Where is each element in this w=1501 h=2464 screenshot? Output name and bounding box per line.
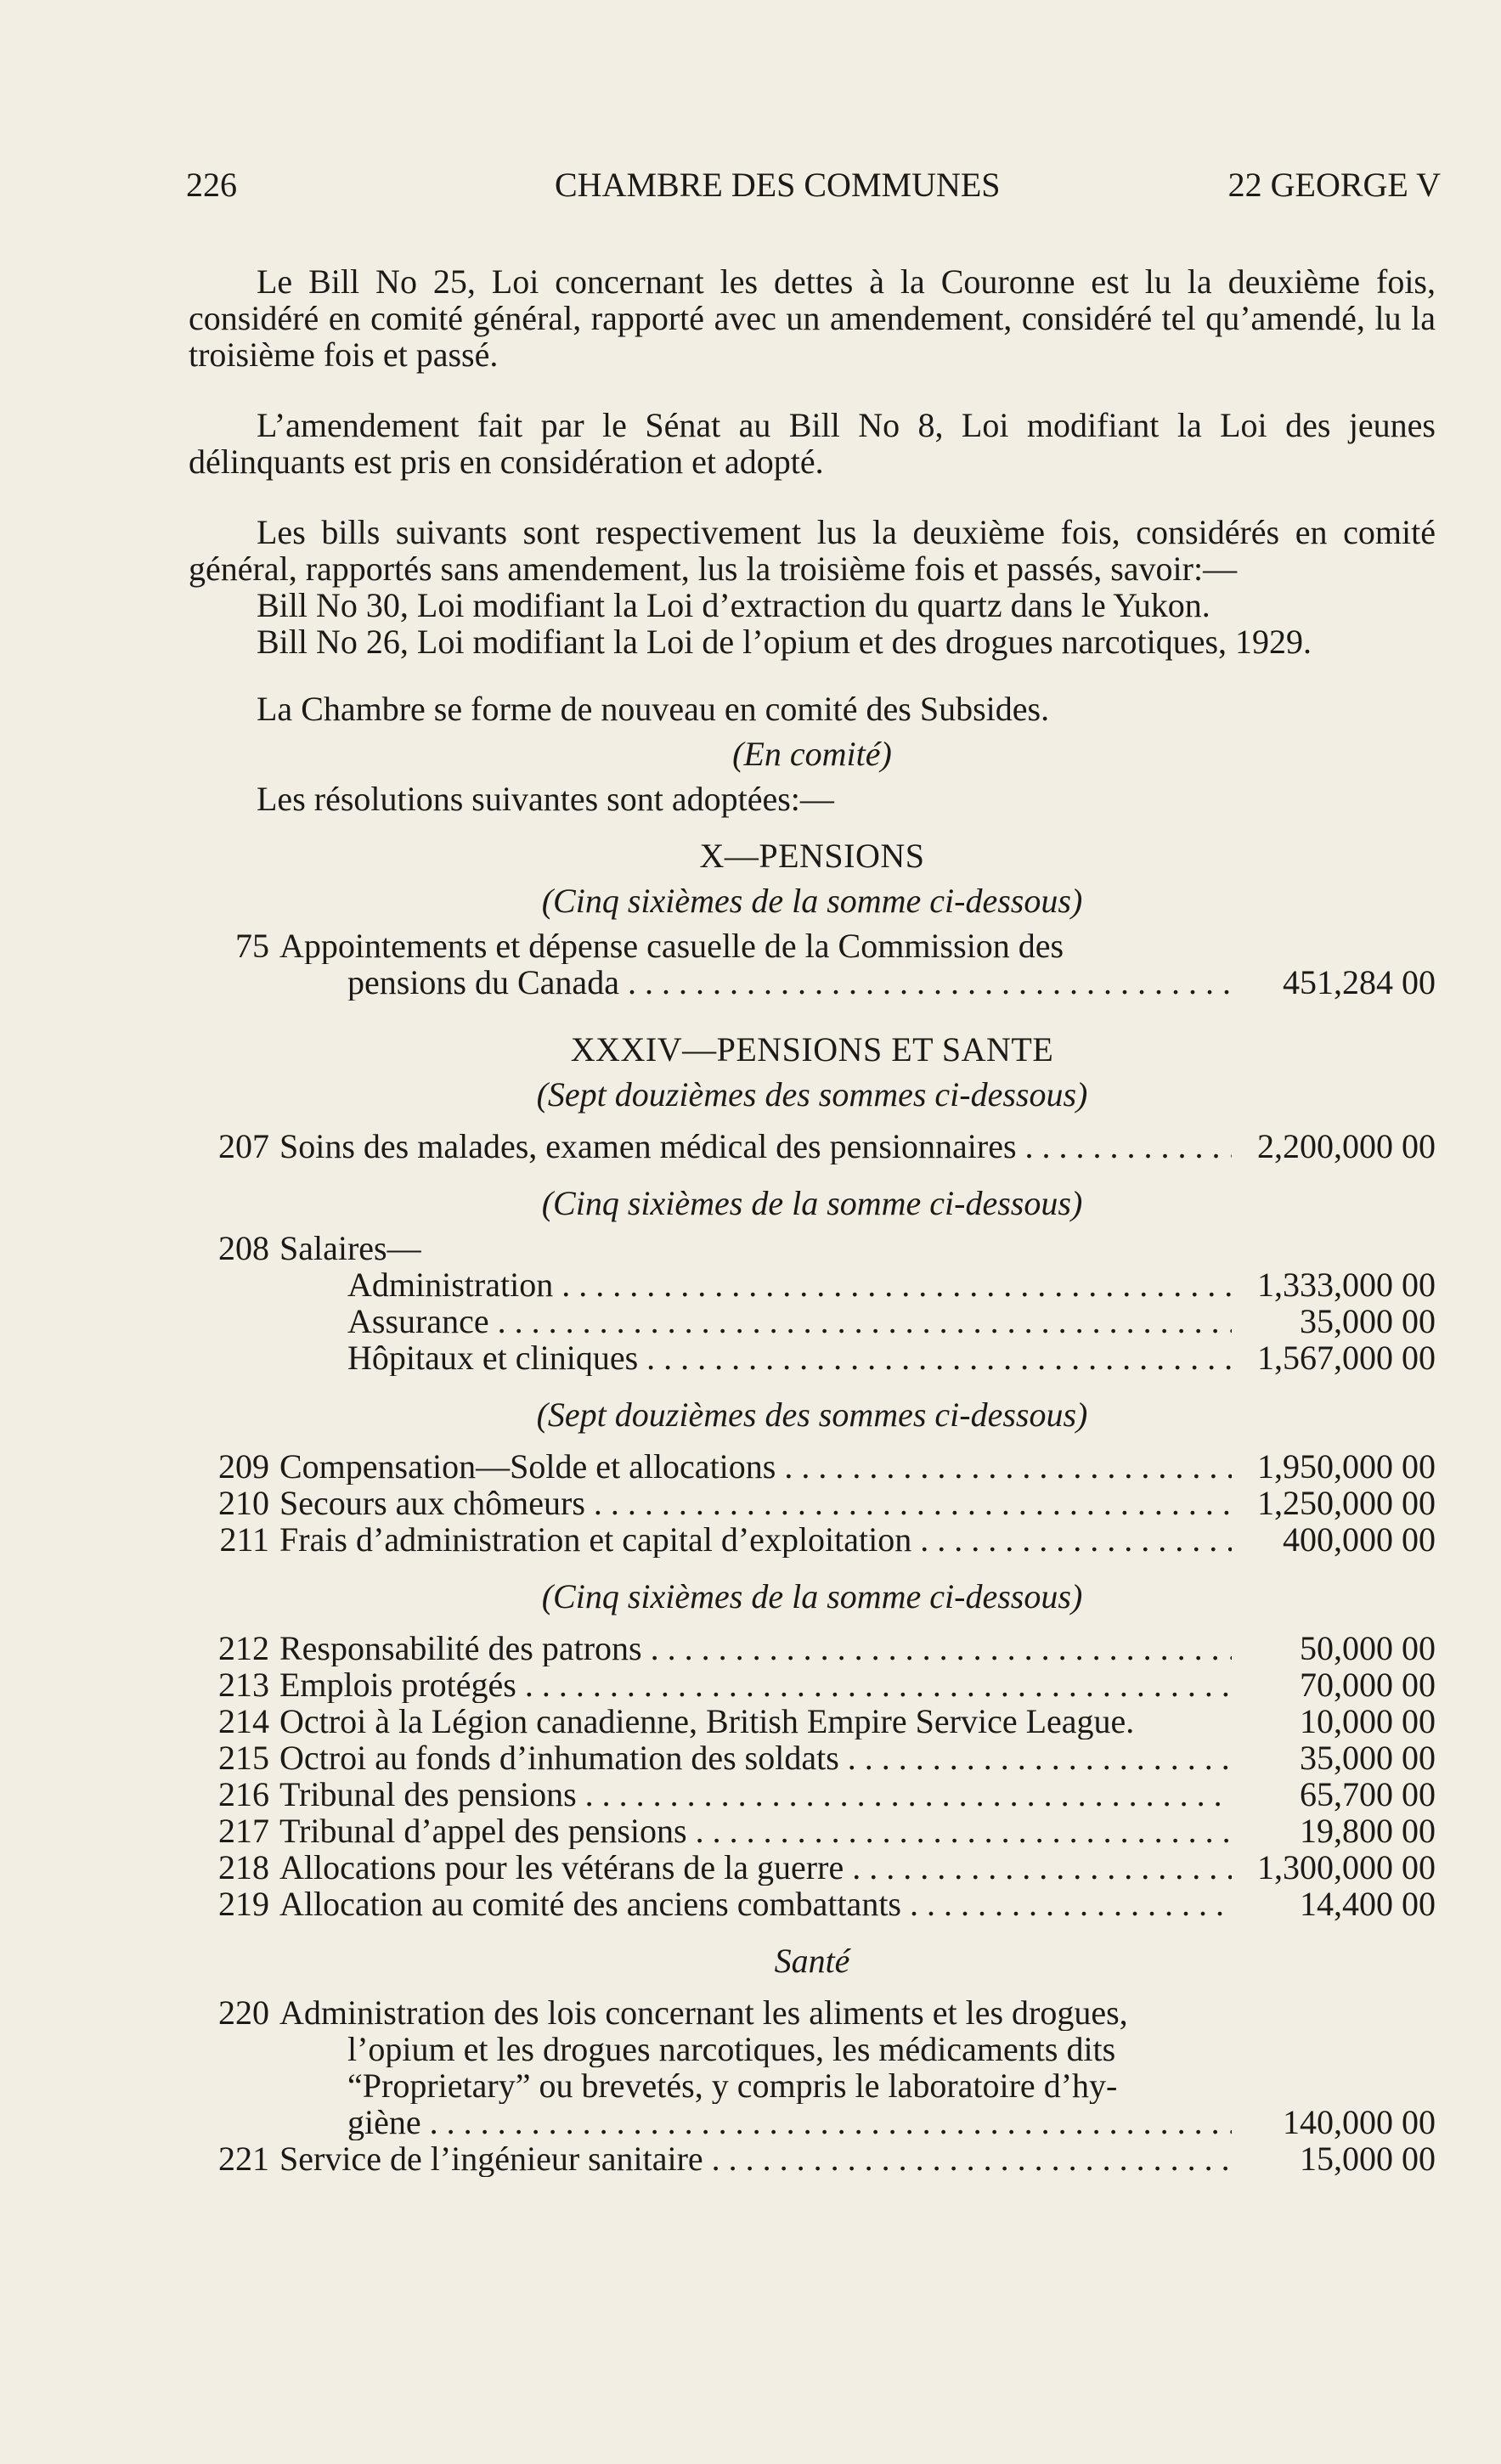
item-number: 209 [218,1447,269,1486]
item-207 [189,1128,1436,1164]
list-item [189,1776,1436,1813]
item-amount: 1,950,000 00 [1257,1447,1436,1486]
sub-item-amount: 1,333,000 00 [1257,1266,1436,1304]
en-comite: (En comité) [732,735,892,773]
item-amount: 400,000 00 [1283,1520,1436,1559]
section-xxxiv-fraction-1: (Sept douzièmes des sommes ci-dessous) [536,1075,1088,1114]
resolutions-line: Les résolutions suivantes sont adoptées:— [257,780,834,818]
sub-item-description: Hôpitaux et cliniques . . . [279,1339,1232,1376]
item-amount: 65,700 00 [1300,1775,1436,1813]
item-208 [189,1230,1436,1376]
item-description: Service de l’ingénieur sanitaire . . . [279,2140,1232,2177]
section-xxxiv-fraction-4: (Cinq sixièmes de la somme ci-dessous) [541,1577,1083,1615]
items-212-219 [189,1630,1436,1922]
sub-item [189,1266,1436,1303]
item-description: Soins des malades, examen médical des pensionnaires . . . [279,1128,1232,1164]
item-number: 75 [235,927,269,965]
item-number: 213 [218,1666,269,1704]
item-amount: 10,000 00 [1300,1702,1436,1740]
item-amount: 1,300,000 00 [1257,1848,1436,1886]
item-description: Octroi à la Légion canadienne, British Empire Service League. [279,1703,1135,1739]
sub-item [189,1303,1436,1339]
list-item [189,1630,1436,1666]
item-number: 219 [218,1885,269,1923]
item-amount: 140,000 00 [1283,2103,1436,2141]
items-209-211 [189,1448,1436,1558]
list-item [189,1521,1436,1558]
sub-item-description: Administration . . . [279,1266,1232,1303]
sub-item-description: Assurance . . . [279,1303,1232,1339]
item-number: 216 [218,1775,269,1813]
list-item [189,1886,1436,1922]
page-body [189,263,1436,2177]
page-number: 226 [186,166,237,204]
item-amount: 50,000 00 [1300,1629,1436,1667]
paragraph-bill-8: L’amendement fait par le Sénat au Bill No 8, Loi modifiant la Loi des jeunes délinquants est pris en considération et adopté. [189,406,1436,481]
sub-item [189,1339,1436,1376]
section-xxxiv-fraction-3: (Sept douzièmes des sommes ci-dessous) [536,1396,1088,1434]
item-description: Appointements et dépense casuelle de la Commission des [279,928,1064,964]
item-number: 215 [218,1739,269,1777]
item-description-cont: giène . . . [279,2104,1232,2140]
list-item [189,1448,1436,1485]
item-description: Responsabilité des patrons . . . [279,1630,1232,1666]
item-description: Salaires— [279,1230,421,1266]
sub-item-amount: 35,000 00 [1300,1302,1436,1340]
list-item [189,1739,1436,1776]
item-number: 214 [218,1702,269,1740]
item-amount: 451,284 00 [1283,963,1436,1001]
item-number: 221 [218,2140,269,2178]
item-75 [189,928,1436,1001]
item-number: 218 [218,1848,269,1886]
item-amount: 1,250,000 00 [1257,1484,1436,1522]
item-description: Administration des lois concernant les aliments et les drogues, [279,1994,1128,2031]
item-220 [189,1994,1436,2140]
item-number: 210 [218,1484,269,1522]
item-number: 211 [219,1520,269,1559]
item-amount: 14,400 00 [1300,1885,1436,1923]
list-item [189,1703,1436,1739]
item-number: 208 [218,1229,269,1267]
item-description: Allocations pour les vétérans de la guerre . . . [279,1849,1232,1886]
item-amount: 19,800 00 [1300,1812,1436,1850]
list-item [189,1666,1436,1703]
item-number: 217 [218,1812,269,1850]
bill-26-line: Bill No 26, Loi modifiant la Loi de l’opium et des drogues narcotiques, 1929. [257,623,1312,661]
item-description: Tribunal des pensions . . . [279,1776,1232,1813]
sante-subheading: Santé [774,1942,850,1980]
section-xxxiv-fraction-2: (Cinq sixièmes de la somme ci-dessous) [541,1184,1083,1222]
paragraph-bill-25: Le Bill No 25, Loi concernant les dettes à la Couronne est lu la deuxième fois, considéré en comité général, rapporté avec un amendement, considéré tel qu’amendé, lu la troisième fois et passé. [189,262,1436,374]
item-amount: 70,000 00 [1300,1666,1436,1704]
item-description: Allocation au comité des anciens combattants . . . [279,1886,1232,1922]
list-item [189,1485,1436,1521]
item-description: Tribunal d’appel des pensions . . . [279,1813,1232,1849]
item-number: 220 [218,1993,269,2032]
sub-item-amount: 1,567,000 00 [1257,1339,1436,1377]
item-221 [189,2140,1436,2177]
item-description-cont: “Proprietary” ou brevetés, y compris le laboratoire d’hy- [347,2067,1118,2104]
section-x-fraction: (Cinq sixièmes de la somme ci-dessous) [541,882,1083,920]
paragraph-bills-following: Les bills suivants sont respectivement lus la deuxième fois, considérés en comité général, rapportés sans amendement, lus la troisième fois et passés, savoir:— [189,513,1436,588]
section-x-heading: X—PENSIONS [699,837,925,875]
item-description-cont: pensions du Canada . . . [279,964,1232,1001]
item-description: Octroi au fonds d’inhumation des soldats . . . [279,1739,1232,1776]
running-header [186,166,1441,206]
supply-line: La Chambre se forme de nouveau en comité des Subsides. [257,690,1050,728]
regnal-year: 22 GEORGE V [1227,166,1441,204]
item-number: 212 [218,1629,269,1667]
item-description: Emplois protégés . . . [279,1666,1232,1703]
list-item [189,1849,1436,1886]
list-item [189,1813,1436,1849]
item-description: Secours aux chômeurs . . . [279,1485,1232,1521]
bill-30-line: Bill No 30, Loi modifiant la Loi d’extraction du quartz dans le Yukon. [257,586,1210,624]
section-xxxiv-heading: XXXIV—PENSIONS ET SANTE [570,1030,1054,1068]
item-amount: 35,000 00 [1300,1739,1436,1777]
item-description: Frais d’administration et capital d’exploitation . . . [279,1521,1232,1558]
page-title: CHAMBRE DES COMMUNES [555,166,1001,204]
item-amount: 2,200,000 00 [1257,1127,1436,1165]
item-description-cont: l’opium et les drogues narcotiques, les médicaments dits [347,2031,1116,2067]
item-description: Compensation—Solde et allocations . . . [279,1448,1232,1485]
item-number: 207 [218,1127,269,1165]
item-amount: 15,000 00 [1300,2140,1436,2178]
